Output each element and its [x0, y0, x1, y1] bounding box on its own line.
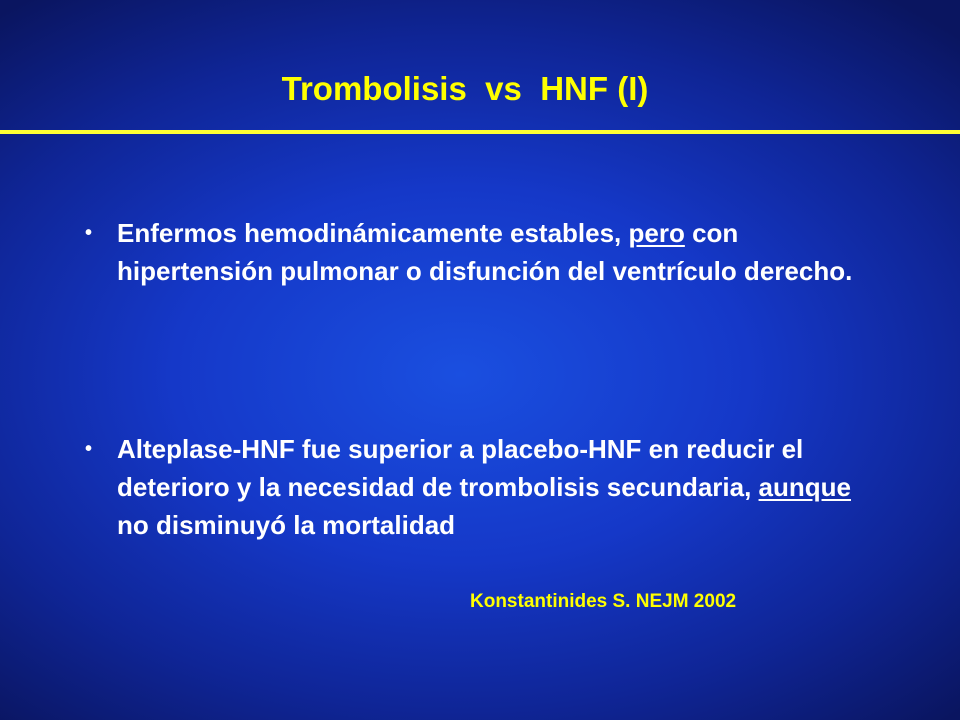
slide-title: Trombolisis vs HNF (I) [281, 70, 649, 107]
bullet-marker: • [85, 438, 93, 460]
bullet-text-start: Enfermos hemodinámicamente estables, [117, 218, 629, 248]
underlined-word: aunque [758, 472, 851, 502]
bullet-text [117, 430, 865, 544]
underlined-word: pero [628, 218, 685, 248]
bullet-text [117, 214, 865, 290]
bullet-text-end: no disminuyó la mortalidad [117, 510, 456, 540]
bullet-text-start: Alteplase-HNF fue superior a placebo-HNF en reducir el deterioro y la necesidad de trombolisis secundaria, [117, 434, 804, 502]
bullet-item-alteplase-result [85, 430, 865, 544]
citation: Konstantinides S. NEJM 2002 [470, 591, 737, 612]
title-divider [0, 130, 960, 134]
bullet-text-end: con hipertensión pulmonar o disfunción del ventrículo derecho. [117, 218, 853, 286]
bullet-item-stable-patients [85, 214, 865, 290]
bullet-marker: • [85, 222, 93, 244]
